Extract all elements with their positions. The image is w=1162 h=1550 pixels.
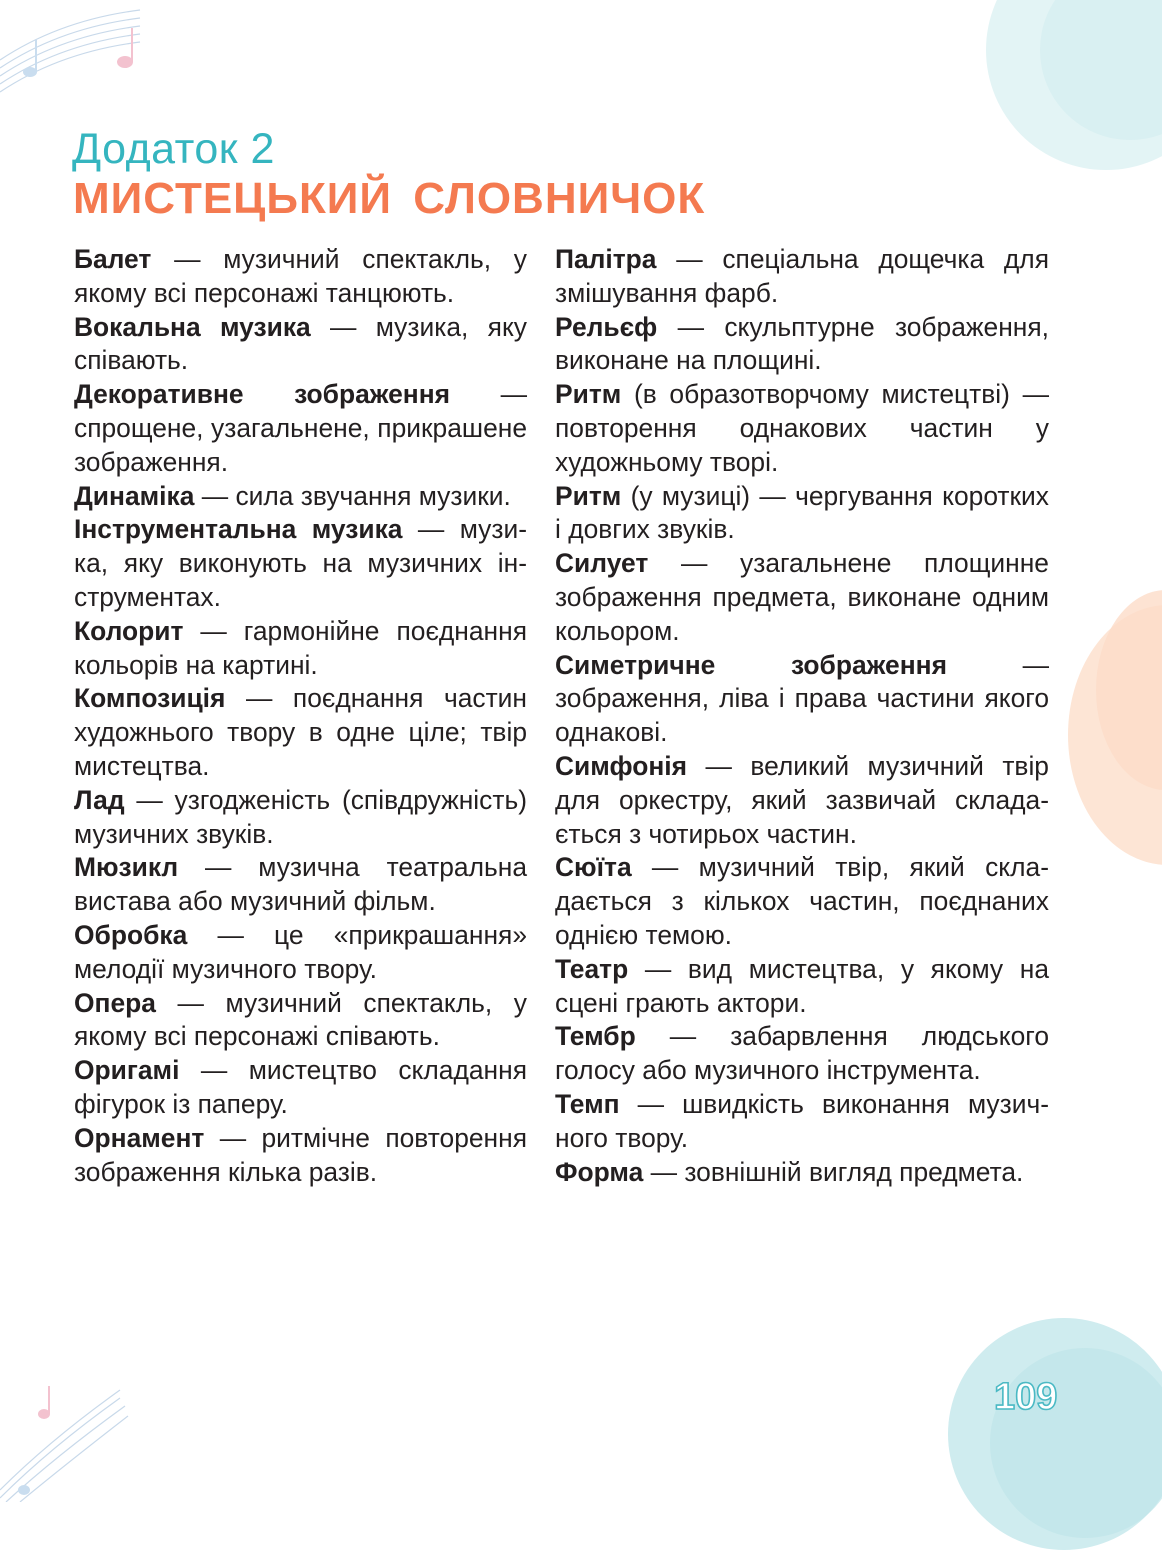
glossary-term: Театр	[555, 953, 629, 984]
glossary-entry	[74, 987, 527, 1055]
glossary-definition: (у музиці) — чергування коротких і довгих звуків.	[555, 480, 1049, 545]
glossary-right-column	[555, 243, 1049, 1189]
appendix-subtitle: Додаток 2	[72, 125, 275, 173]
glossary-term: Симетричне зображення	[555, 649, 947, 680]
glossary-definition: — поєднання частин художнього твору в одне ціле; твір мистецтва.	[74, 683, 527, 781]
glossary-term: Ритм	[555, 480, 622, 511]
glossary-term: Палітра	[555, 244, 657, 274]
glossary-entry	[74, 378, 527, 479]
page-title: МИСТЕЦЬКИЙ СЛОВНИЧОК	[73, 174, 706, 223]
glossary-entry	[555, 750, 1049, 851]
glossary-definition: — узагальнене площинне зображення предмета, виконане одним кольором.	[555, 548, 1049, 646]
glossary-definition: — ритмічне повторення зображення кілька разів.	[74, 1122, 527, 1187]
glossary-definition: — спеціальна дощечка для змішування фарб.	[555, 244, 1049, 308]
glossary-entry	[74, 480, 527, 514]
glossary-entry	[555, 953, 1049, 1021]
glossary-definition: — музичний твір, який складається з кількох частин, поєднаних однією темою.	[555, 852, 1049, 950]
glossary-entry	[74, 1054, 527, 1122]
glossary-term: Мюзикл	[74, 852, 179, 883]
glossary-entry	[74, 615, 527, 683]
glossary-entry	[555, 480, 1049, 548]
glossary-definition: — музичний спектакль, у якому всі персонажі співають.	[74, 987, 527, 1052]
glossary-entry	[74, 311, 527, 379]
glossary-term: Опера	[74, 987, 156, 1018]
glossary-term: Обробка	[74, 919, 188, 950]
music-notes-icon	[0, 0, 150, 105]
glossary-entry	[74, 682, 527, 783]
glossary-entry	[74, 1122, 527, 1190]
glossary-term: Ритм	[555, 379, 622, 410]
glossary-definition: — зображення, ліва і права частини якого однакові.	[555, 649, 1049, 748]
glossary-term: Композиція	[74, 683, 226, 714]
glossary-entry	[74, 243, 527, 311]
glossary-entry	[555, 547, 1049, 648]
glossary-definition: — музика, яку співають.	[74, 311, 527, 376]
glossary-definition: — сила звучання музики.	[194, 480, 511, 511]
glossary-term: Оригамі	[74, 1055, 180, 1086]
glossary-term: Балет	[74, 244, 152, 274]
glossary-definition: — швидкість виконання музичного твору.	[555, 1088, 1049, 1153]
glossary-term: Інструментальна музика	[74, 514, 403, 545]
glossary-term: Рельєф	[555, 311, 658, 342]
glossary-term: Симфонія	[555, 750, 687, 781]
glossary-left-column	[74, 243, 527, 1189]
glossary-definition: — великий музичний твір для оркестру, який зазвичай складається з чотирьох частин.	[555, 750, 1049, 849]
glossary-entry	[74, 784, 527, 852]
glossary-definition: — гармонійне поєднання кольорів на картині.	[74, 615, 527, 680]
glossary-definition: — скульптурне зображення, виконане на площині.	[555, 311, 1049, 376]
glossary-entry	[74, 851, 527, 919]
glossary-term: Темп	[555, 1088, 620, 1119]
glossary-term: Динаміка	[74, 480, 195, 511]
page-number: 109	[994, 1376, 1058, 1418]
glossary-entry	[555, 1020, 1049, 1088]
glossary-term: Сюїта	[555, 852, 632, 883]
glossary-definition: — зовнішній вигляд предмета.	[643, 1156, 1024, 1187]
glossary-entry	[555, 1156, 1049, 1190]
glossary-definition: — це «прикрашання» мелодії музичного твору.	[74, 919, 527, 984]
glossary-definition: — узгодженість (співдружність) музичних звуків.	[74, 784, 527, 849]
glossary-term: Тембр	[555, 1021, 636, 1052]
glossary-entry	[555, 378, 1049, 479]
glossary-definition: — спрощене, узагальнене, прикрашене зображення.	[74, 379, 527, 477]
music-notes-icon	[0, 1370, 130, 1502]
glossary-entry	[555, 243, 1049, 311]
glossary-definition: — вид мистецтва, у якому на сцені грають актори.	[555, 953, 1049, 1018]
glossary-definition: (в образотворчому мистецтві) — повторення однакових частин у художньому творі.	[555, 379, 1049, 477]
glossary-entry	[74, 919, 527, 987]
glossary-term: Колорит	[74, 615, 184, 646]
glossary-term: Лад	[74, 784, 125, 815]
glossary-term: Форма	[555, 1156, 644, 1187]
glossary-term: Силует	[555, 548, 649, 579]
glossary-definition: — мистецтво складання фігурок із паперу.	[74, 1055, 527, 1119]
glossary-term: Декоративне зображення	[74, 379, 451, 410]
glossary-entry	[555, 1088, 1049, 1156]
glossary-entry	[555, 851, 1049, 952]
glossary-definition: — музична театральна вистава або музичний фільм.	[74, 852, 527, 917]
glossary-term: Вокальна музика	[74, 311, 311, 342]
glossary-definition: — забарвлення людського голосу або музичного інструмента.	[555, 1021, 1049, 1086]
glossary-entry	[74, 513, 527, 614]
glossary-entry	[555, 311, 1049, 379]
glossary-definition: — музика, яку виконують на музичних інструментах.	[74, 514, 527, 612]
glossary-definition: — музичний спектакль, у якому всі персонажі танцюють.	[74, 244, 527, 308]
glossary-term: Орнамент	[74, 1122, 205, 1153]
glossary-entry	[555, 649, 1049, 750]
